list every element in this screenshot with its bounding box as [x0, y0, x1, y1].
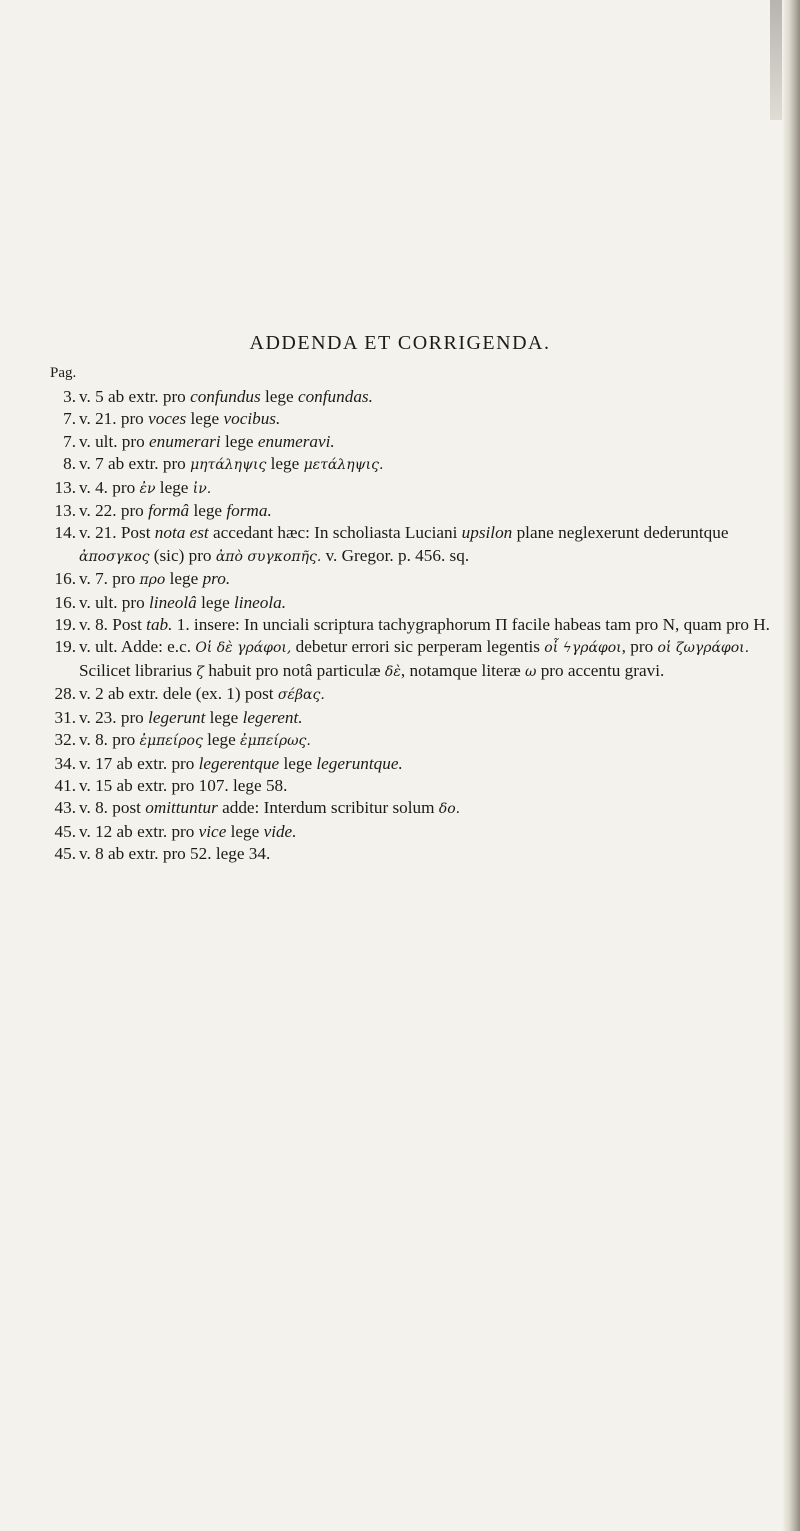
entry-text-segment: pro accentu gravi. [536, 660, 665, 680]
entry-text [79, 453, 780, 476]
entry-text [79, 614, 780, 636]
greek-text: ζ [196, 663, 205, 680]
entry-text-segment: v. 23. pro [79, 707, 149, 727]
entry-page-number: 43. [54, 798, 76, 818]
entry-text [79, 500, 780, 522]
greek-text: ω [524, 663, 537, 680]
italic-text: legerunt [148, 707, 206, 727]
entry-text-segment: v. ult. Adde: e.c. [79, 637, 196, 657]
entry-text [79, 636, 780, 683]
entry-text-segment: lege [196, 592, 235, 612]
entry-text [79, 522, 780, 568]
greek-text: δο. [438, 801, 461, 818]
corrigenda-entry [50, 408, 780, 430]
entry-text-segment: lege [205, 707, 243, 727]
corrigenda-entry [50, 522, 780, 568]
entry-page-number: 45. [54, 844, 76, 864]
entry-text-segment: v. 8. Post [79, 615, 147, 635]
greek-text: μητάληψις [190, 457, 267, 474]
italic-text: legeruntque. [316, 753, 403, 773]
entry-page-number: 16. [54, 592, 76, 612]
greek-text: ἐμπείρος [139, 733, 203, 750]
italic-text: tab. [146, 615, 173, 635]
corrigenda-entry [50, 386, 780, 408]
italic-text: nota est [154, 523, 209, 543]
page-title: ADDENDA ET CORRIGENDA. [249, 332, 551, 354]
entry-page-number: 45. [54, 821, 76, 841]
entry-page-number: 8. [63, 454, 76, 474]
italic-text: pro. [202, 569, 231, 589]
entry-text-segment: accedant hæc: In scholiasta Luciani [208, 523, 462, 543]
entry-text-segment: plane neglexerunt dederuntque [512, 523, 729, 543]
corrigenda-entry [50, 707, 780, 729]
corrigenda-entry [50, 614, 780, 636]
corrigenda-entry [50, 568, 780, 591]
italic-text: vide. [263, 821, 297, 841]
italic-text: vocibus. [223, 409, 281, 429]
greek-text: ἰν. [192, 480, 212, 497]
entry-text-segment: v. 4. pro [79, 477, 140, 497]
greek-text: οἷ ϟγράφοι [544, 640, 622, 657]
entry-text-segment: v. 22. pro [79, 501, 149, 521]
entry-text [79, 753, 780, 775]
corrigenda-entry [50, 821, 780, 843]
entry-page-number: 19. [54, 637, 76, 657]
entry-text-segment: v. ult. pro [79, 592, 150, 612]
entry-text-segment: v. 8 ab extr. pro 52. lege 34. [79, 844, 271, 864]
pag-label: Pag. [50, 365, 77, 381]
italic-text: lineola. [234, 592, 287, 612]
entry-text [79, 431, 780, 453]
corrigenda-entry [50, 592, 780, 614]
entry-text-segment: lege [155, 477, 193, 497]
greek-text: Oἱ δὲ γράφοι, [195, 640, 292, 657]
italic-text: forma. [226, 501, 272, 521]
entry-text-segment: lege [189, 501, 227, 521]
entry-text-segment: v. 7 ab extr. pro [79, 454, 191, 474]
italic-text: lineolâ [149, 592, 197, 612]
greek-text: ἀποσγκος [79, 548, 150, 565]
entry-page-number: 28. [54, 684, 76, 704]
entry-text [79, 775, 780, 797]
entry-page-number: 7. [63, 409, 76, 429]
italic-text: omittuntur [145, 798, 218, 818]
greek-text: πρo [139, 572, 166, 589]
entry-text [79, 683, 780, 706]
entry-page-number: 19. [54, 615, 76, 635]
italic-text: confundas. [297, 387, 373, 406]
entry-text-segment: v. 21. Post [79, 523, 155, 543]
greek-text: ἀπὸ συγκοπῆς. [215, 548, 322, 565]
entry-page-number: 16. [54, 569, 76, 589]
entry-text-segment: lege [220, 431, 258, 451]
greek-text: ἐν [139, 480, 156, 497]
entry-text-segment: v. 17 ab extr. pro [79, 753, 199, 773]
greek-text: οἱ ζωγράφοι. [657, 640, 750, 657]
entry-text-segment: lege [186, 409, 224, 429]
entry-text [79, 568, 780, 591]
corrigenda-entry [50, 431, 780, 453]
entry-text-segment: v. 12 ab extr. pro [79, 821, 199, 841]
italic-text: upsilon [461, 523, 513, 543]
entry-text-segment: adde: Interdum scribitur solum [217, 798, 439, 818]
entry-text [79, 707, 780, 729]
entry-page-number: 31. [54, 707, 76, 727]
entry-text-segment: v. Gregor. p. 456. sq. [321, 545, 470, 565]
italic-text: enumeravi. [257, 431, 335, 451]
entry-text-segment: lege [279, 753, 317, 773]
greek-text: μετάληψις. [303, 457, 384, 474]
entry-text-segment: v. 2 ab extr. dele (ex. 1) post [79, 684, 278, 704]
entry-text-segment: (sic) pro [149, 545, 216, 565]
corrigenda-entry [50, 453, 780, 476]
entry-page-number: 14. [54, 523, 76, 543]
entry-text-segment: lege [165, 569, 203, 589]
entry-page-number: 7. [63, 431, 76, 451]
italic-text: legerentque [198, 753, 280, 773]
page-edge [782, 0, 800, 1531]
entry-text [79, 821, 780, 843]
entry-text-segment: v. 7. pro [79, 569, 140, 589]
entry-text [79, 386, 780, 408]
italic-text: confundus [190, 387, 261, 406]
corrigenda-entry [50, 753, 780, 775]
entry-text [79, 729, 780, 752]
italic-text: enumerari [149, 431, 221, 451]
entry-text-segment: , pro [621, 637, 658, 657]
entry-text-segment: lege [266, 454, 304, 474]
greek-text: σέβας. [277, 687, 325, 704]
corrigenda-entry [50, 636, 780, 683]
entry-page-number: 41. [54, 775, 76, 795]
entry-text-segment: v. 5 ab extr. pro [79, 387, 191, 406]
corrigenda-entry [50, 843, 780, 865]
entry-text-segment: habuit pro notâ particulæ [204, 660, 385, 680]
entry-text [79, 843, 780, 865]
entry-text-segment: v. ult. pro [79, 431, 150, 451]
greek-text: ἐμπείρως. [240, 733, 311, 750]
entry-page-number: 3. [63, 387, 76, 406]
italic-text: vice [198, 821, 227, 841]
entry-text-segment: v. 8. post [79, 798, 146, 818]
corrigenda-entry [50, 500, 780, 522]
entry-text-segment: v. 15 ab extr. pro 107. lege 58. [79, 775, 288, 795]
corrigenda-entry [50, 729, 780, 752]
corrigenda-entry [50, 775, 780, 797]
entry-page-number: 13. [54, 477, 76, 497]
italic-text: legerent. [242, 707, 303, 727]
entry-text [79, 797, 780, 820]
entry-text-segment: lege [226, 821, 264, 841]
entry-text-segment: Scilicet librarius [79, 660, 197, 680]
italic-text: voces [148, 409, 187, 429]
corrigenda-list [50, 386, 780, 866]
entry-text-segment: v. 21. pro [79, 409, 149, 429]
entry-page-number: 13. [54, 501, 76, 521]
corrigenda-entry [50, 683, 780, 706]
entry-text [79, 592, 780, 614]
entry-text [79, 477, 780, 500]
entry-page-number: 32. [54, 730, 76, 750]
entry-text-segment: lege [202, 730, 241, 750]
entry-text-segment: 1. insere: In unciali scriptura tachygraphorum Π facile habeas tam pro N, quam pro H. [172, 615, 770, 635]
entry-text-segment: lege [260, 387, 298, 406]
greek-text: δὲ [384, 663, 401, 680]
entry-text-segment: v. 8. pro [79, 730, 140, 750]
corrigenda-entry [50, 797, 780, 820]
entry-page-number: 34. [54, 753, 76, 773]
entry-text-segment: debetur errori sic perperam legentis [291, 637, 545, 657]
entry-text-segment: , notamque literæ [400, 660, 525, 680]
entry-text [79, 408, 780, 430]
italic-text: formâ [148, 501, 190, 521]
corrigenda-entry [50, 477, 780, 500]
